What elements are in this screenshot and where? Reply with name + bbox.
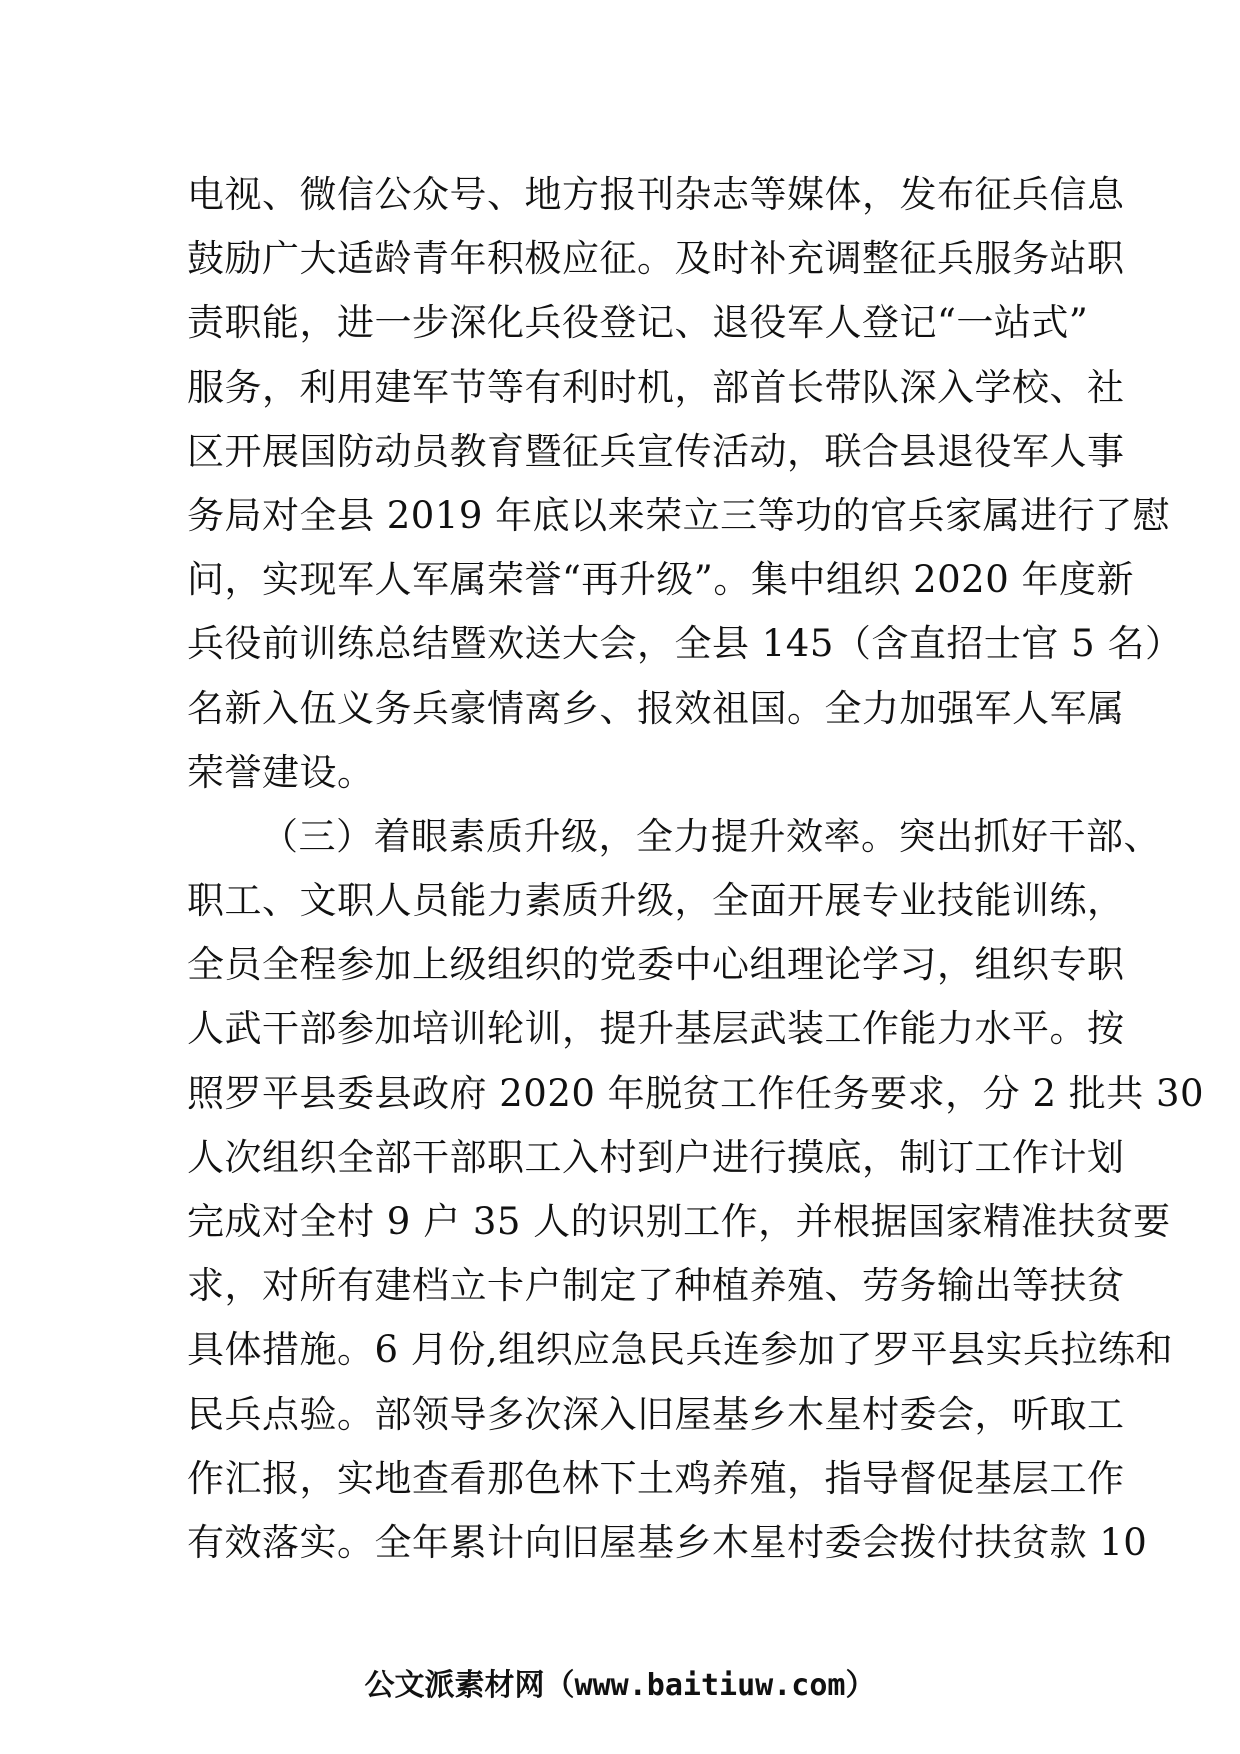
text-line: 荣誉建设。 [187,750,375,794]
text-line: 问，实现军人军属荣誉“再升级”。集中组织 2020 年度新 [187,558,1135,602]
text-line: 有效落实。全年累计向旧屋基乡木星村委会拨付扶贫款 10 [187,1520,1148,1564]
text-line: 作汇报，实地查看那色林下土鸡养殖，指导督促基层工作 [187,1456,1125,1500]
text-line: 服务，利用建军节等有利时机，部首长带队深入学校、社 [187,365,1125,409]
text-line: 民兵点验。部领导多次深入旧屋基乡木星村委会，听取工 [187,1392,1125,1436]
text-line: 职工、文职人员能力素质升级，全面开展专业技能训练， [187,879,1125,923]
text-line: 全员全程参加上级组织的党委中心组理论学习，组织专职 [187,943,1125,987]
text-line: 电视、微信公众号、地方报刊杂志等媒体，发布征兵信息 [187,173,1125,216]
text-line: 责职能，进一步深化兵役登记、退役军人登记“一站式” [187,301,1089,345]
text-line: 名新入伍义务兵豪情离乡、报效祖国。全力加强军人军属 [187,686,1125,730]
text-line: 鼓励广大适龄青年积极应征。及时补充调整征兵服务站职 [187,237,1125,281]
text-line: 人武干部参加培训轮训，提升基层武装工作能力水平。按 [187,1007,1125,1051]
text-line: 人次组织全部干部职工入村到户进行摸底，制订工作计划 [187,1135,1125,1179]
footer-watermark: 公文派素材网（www.baitiuw.com） [364,1668,876,1703]
text-line: 区开展国防动员教育暨征兵宣传活动，联合县退役军人事 [187,429,1125,473]
text-line: 照罗平县委县政府 2020 年脱贫工作任务要求，分 2 批共 30 [187,1071,1205,1115]
text-line: 务局对全县 2019 年底以来荣立三等功的官兵家属进行了慰 [187,493,1171,537]
text-line: 兵役前训练总结暨欢送大会，全县 145（含直招士官 5 名） [187,622,1183,666]
section-heading-line: （三）着眼素质升级，全力提升效率。突出抓好干部、 [261,814,1161,858]
text-line: 具体措施。6 月份,组织应急民兵连参加了罗平县实兵拉练和 [187,1328,1174,1372]
body-text [187,163,1205,1575]
text-line: 完成对全村 9 户 35 人的识别工作，并根据国家精准扶贫要 [187,1200,1171,1243]
text-line: 求，对所有建档立卡户制定了种植养殖、劳务输出等扶贫 [187,1264,1125,1308]
